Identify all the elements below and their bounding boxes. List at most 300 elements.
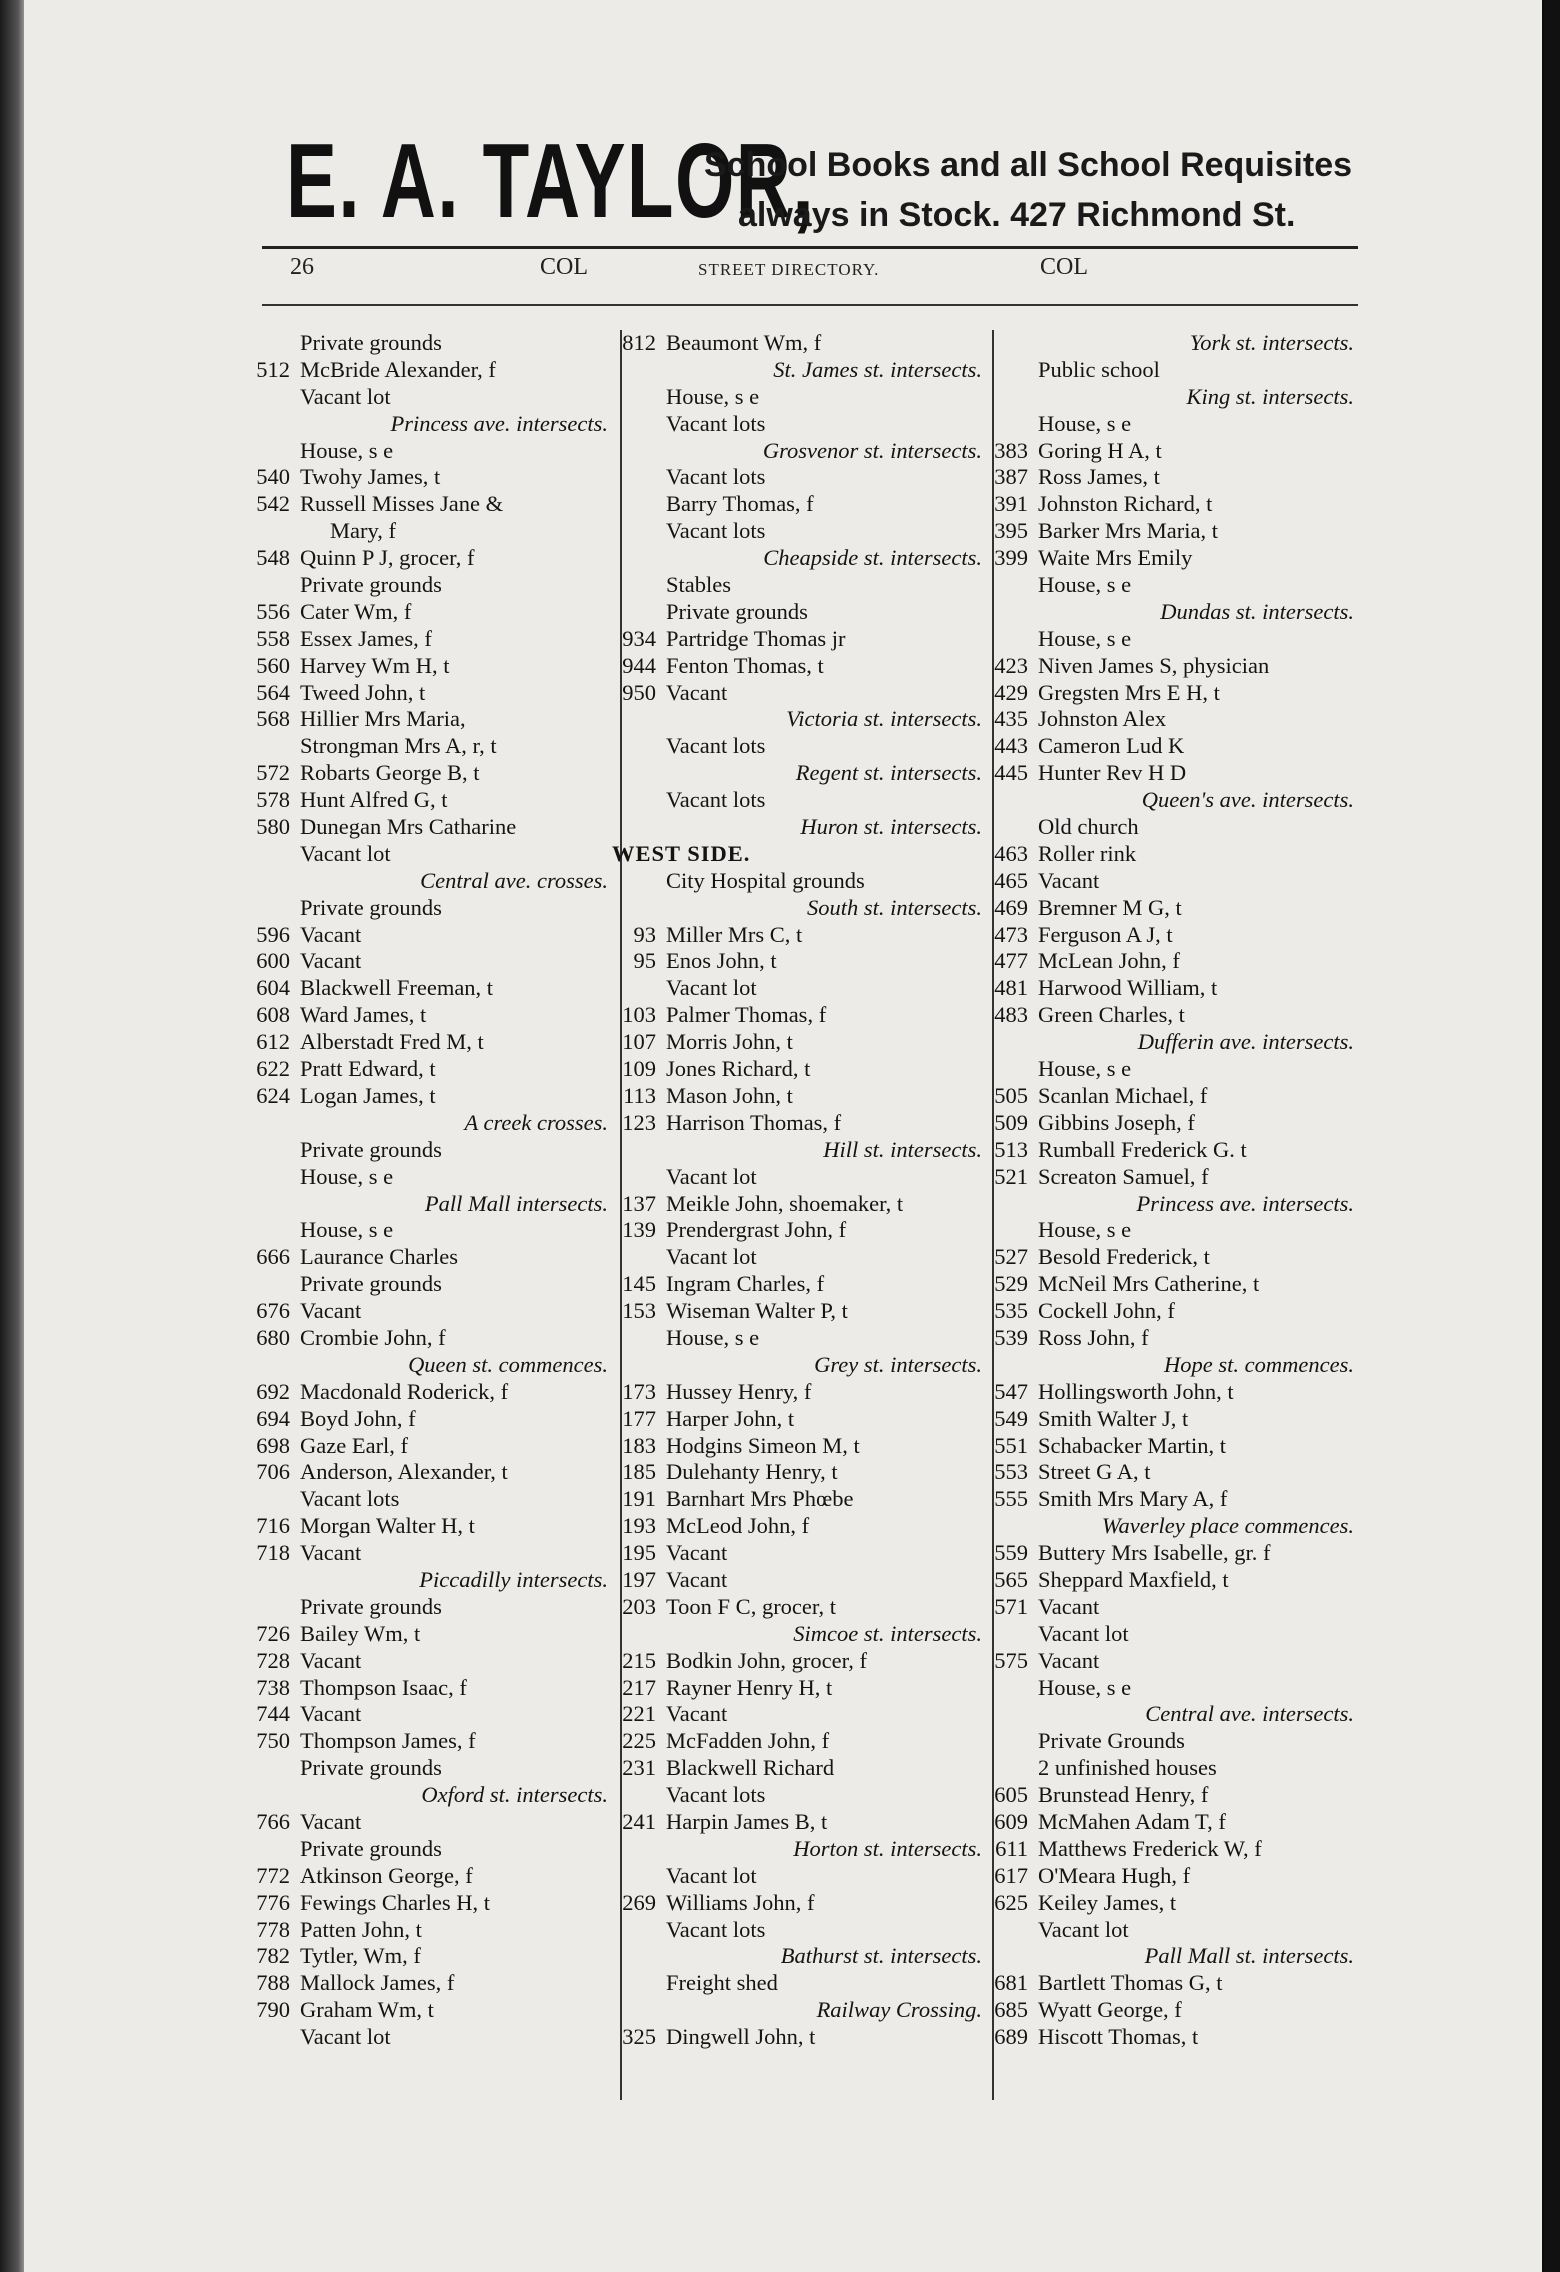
house-number: 481	[994, 975, 1028, 1001]
resident-name: Blackwell Richard	[666, 1755, 835, 1781]
directory-entry	[602, 1244, 988, 1271]
house-number: 782	[256, 1943, 290, 1969]
resident-name: Vacant	[300, 1701, 362, 1727]
directory-entry	[236, 384, 614, 411]
directory-entry	[974, 1917, 1360, 1944]
house-number: 505	[994, 1082, 1028, 1108]
property-note: Private grounds	[300, 1835, 442, 1861]
resident-name: Blackwell Freeman, t	[300, 975, 494, 1001]
directory-entry	[236, 1029, 614, 1056]
cross-street-note: Bathurst st. intersects.	[780, 1943, 982, 1969]
header-bottom-rule	[262, 304, 1358, 306]
directory-entry	[974, 1352, 1360, 1379]
directory-entry	[974, 1244, 1360, 1271]
directory-entry	[974, 357, 1360, 384]
directory-entry	[602, 1459, 988, 1486]
cross-street-note: Pall Mall st. intersects.	[1144, 1943, 1354, 1969]
directory-entry	[974, 518, 1360, 545]
directory-entry	[974, 760, 1360, 787]
directory-entry	[236, 1110, 614, 1137]
directory-entry	[974, 384, 1360, 411]
property-note: Stables	[666, 572, 731, 598]
directory-entry	[236, 1836, 614, 1863]
directory-entry	[602, 653, 988, 680]
resident-name: Cockell John, f	[1038, 1298, 1175, 1324]
directory-entry	[974, 1997, 1360, 2024]
directory-entry	[236, 1325, 614, 1352]
house-number: 617	[994, 1862, 1028, 1888]
house-number: 193	[622, 1513, 656, 1539]
directory-entry	[974, 1567, 1360, 1594]
resident-name: Goring H A, t	[1038, 437, 1162, 463]
directory-entry	[236, 1217, 614, 1244]
resident-name: Gaze Earl, f	[300, 1432, 409, 1458]
property-note: House, s e	[666, 383, 760, 409]
house-number: 568	[256, 706, 290, 732]
property-note: Vacant lot	[300, 840, 391, 866]
house-number: 625	[994, 1889, 1028, 1915]
directory-entry	[236, 1567, 614, 1594]
directory-entry	[236, 1755, 614, 1782]
house-number: 325	[622, 2024, 656, 2050]
directory-entry	[602, 975, 988, 1002]
directory-entry	[602, 1675, 988, 1702]
house-number: 241	[622, 1808, 656, 1834]
cross-street-note: Grey st. intersects.	[814, 1351, 982, 1377]
directory-entry	[974, 438, 1360, 465]
directory-entry	[602, 1997, 988, 2024]
resident-name: Laurance Charles	[300, 1244, 459, 1270]
house-number: 950	[622, 679, 656, 705]
directory-entry	[236, 357, 614, 384]
cross-street-note: Queen's ave. intersects.	[1141, 787, 1354, 813]
directory-entry	[974, 1459, 1360, 1486]
directory-entry	[602, 1890, 988, 1917]
house-number: 391	[994, 491, 1028, 517]
resident-name: Mason John, t	[666, 1082, 793, 1108]
house-number: 553	[994, 1459, 1028, 1485]
resident-name: Palmer Thomas, f	[666, 1002, 827, 1028]
resident-name: Macdonald Roderick, f	[300, 1378, 509, 1404]
directory-entry	[236, 975, 614, 1002]
directory-entry	[974, 411, 1360, 438]
resident-name: Ward James, t	[300, 1002, 427, 1028]
resident-name: Harpin James B, t	[666, 1808, 828, 1834]
directory-entry	[974, 1809, 1360, 1836]
directory-entry	[602, 1486, 988, 1513]
resident-name: Anderson, Alexander, t	[300, 1459, 508, 1485]
property-note: House, s e	[666, 1324, 760, 1350]
directory-entry	[602, 1137, 988, 1164]
house-number: 685	[994, 1997, 1028, 2023]
resident-name: Graham Wm, t	[300, 1997, 434, 2023]
directory-entry	[602, 948, 988, 975]
directory-entry	[236, 1621, 614, 1648]
resident-name: Jones Richard, t	[666, 1056, 811, 1082]
header-right-abbrev: COL	[1040, 254, 1088, 280]
directory-entry	[236, 1594, 614, 1621]
house-number: 203	[622, 1593, 656, 1619]
resident-name: Meikle John, shoemaker, t	[666, 1190, 904, 1216]
directory-entry	[974, 1406, 1360, 1433]
directory-entry	[974, 948, 1360, 975]
directory-entry	[236, 1809, 614, 1836]
house-number: 540	[256, 464, 290, 490]
resident-name: Dulehanty Henry, t	[666, 1459, 838, 1485]
directory-entry	[236, 1540, 614, 1567]
house-number: 443	[994, 733, 1028, 759]
resident-name: McLean John, f	[1038, 948, 1180, 974]
resident-name: Barker Mrs Maria, t	[1038, 518, 1218, 544]
directory-entry	[974, 330, 1360, 357]
house-number: 463	[994, 840, 1028, 866]
house-number: 483	[994, 1002, 1028, 1028]
house-number: 535	[994, 1298, 1028, 1324]
property-note: Public school	[1038, 356, 1160, 382]
directory-entry	[602, 1567, 988, 1594]
directory-entry	[602, 330, 988, 357]
resident-name: Street G A, t	[1038, 1459, 1151, 1485]
directory-entry	[236, 1406, 614, 1433]
cross-street-note: St. James st. intersects.	[773, 356, 982, 382]
resident-name: Vacant	[666, 1540, 728, 1566]
section-heading: WEST SIDE.	[612, 840, 751, 866]
directory-entry	[236, 1997, 614, 2024]
house-number: 185	[622, 1459, 656, 1485]
directory-entry	[974, 922, 1360, 949]
resident-name: Niven James S, physician	[1038, 652, 1270, 678]
resident-name: Dunegan Mrs Catharine	[300, 814, 517, 840]
directory-entry	[236, 1943, 614, 1970]
directory-entry	[236, 1675, 614, 1702]
resident-name: Vacant	[1038, 867, 1100, 893]
cross-street-note: Grosvenor st. intersects.	[762, 437, 982, 463]
resident-name: Essex James, f	[300, 625, 432, 651]
cross-street-note: Hill st. intersects.	[823, 1136, 982, 1162]
property-note: Vacant lot	[666, 1244, 757, 1270]
resident-name: Vacant	[300, 1808, 362, 1834]
directory-entry	[602, 384, 988, 411]
directory-entry	[602, 491, 988, 518]
resident-name: Keiley James, t	[1038, 1889, 1177, 1915]
directory-entry	[236, 518, 614, 545]
directory-entry	[602, 733, 988, 760]
directory-entry	[974, 1029, 1360, 1056]
directory-entry	[236, 1459, 614, 1486]
directory-entry	[236, 1298, 614, 1325]
directory-entry	[602, 787, 988, 814]
house-number: 473	[994, 921, 1028, 947]
directory-entry	[974, 599, 1360, 626]
property-note: Vacant lots	[666, 1916, 766, 1942]
directory-entry	[236, 1137, 614, 1164]
house-number: 137	[622, 1190, 656, 1216]
house-number: 556	[256, 598, 290, 624]
directory-entry	[602, 438, 988, 465]
house-number: 604	[256, 975, 290, 1001]
directory-entry	[974, 572, 1360, 599]
resident-name: Hodgins Simeon M, t	[666, 1432, 860, 1458]
property-note: Private grounds	[300, 894, 442, 920]
property-note: City Hospital grounds	[666, 867, 865, 893]
property-note: Private grounds	[666, 598, 808, 624]
resident-name: Vacant	[1038, 1593, 1100, 1619]
directory-entry	[236, 868, 614, 895]
directory-entry	[602, 680, 988, 707]
resident-name: Rumball Frederick G. t	[1038, 1136, 1247, 1162]
directory-entry	[236, 411, 614, 438]
property-note: House, s e	[300, 1163, 394, 1189]
house-number: 269	[622, 1889, 656, 1915]
directory-entry	[974, 1433, 1360, 1460]
property-note: Vacant lots	[666, 518, 766, 544]
resident-name: Dingwell John, t	[666, 2024, 816, 2050]
property-note: House, s e	[1038, 1056, 1132, 1082]
house-number: 512	[256, 356, 290, 382]
resident-name: Vacant	[666, 1701, 728, 1727]
resident-name: Quinn P J, grocer, f	[300, 545, 475, 571]
house-number: 173	[622, 1378, 656, 1404]
house-number: 560	[256, 652, 290, 678]
directory-entry	[236, 1970, 614, 1997]
house-number: 551	[994, 1432, 1028, 1458]
resident-name: Prendergrast John, f	[666, 1217, 847, 1243]
header-title: STREET DIRECTORY.	[698, 260, 880, 279]
directory-entry	[236, 1701, 614, 1728]
resident-name: McNeil Mrs Catherine, t	[1038, 1271, 1260, 1297]
property-note: Vacant lot	[300, 2024, 391, 2050]
directory-entry	[602, 1809, 988, 1836]
resident-name: Waite Mrs Emily	[1038, 545, 1193, 571]
house-number: 744	[256, 1701, 290, 1727]
house-number: 387	[994, 464, 1028, 490]
property-note: Vacant lots	[666, 733, 766, 759]
directory-entry	[236, 545, 614, 572]
directory-entry	[974, 1110, 1360, 1137]
directory-entry	[602, 1164, 988, 1191]
directory-entry	[602, 841, 988, 868]
directory-entry	[974, 841, 1360, 868]
directory-entry	[974, 1701, 1360, 1728]
resident-name: Vacant	[1038, 1647, 1100, 1673]
house-number: 934	[622, 625, 656, 651]
resident-name: Russell Misses Jane &	[300, 491, 504, 517]
resident-name: Johnston Richard, t	[1038, 491, 1213, 517]
resident-name: Bodkin John, grocer, f	[666, 1647, 867, 1673]
house-number: 93	[633, 921, 656, 947]
directory-entry	[236, 330, 614, 357]
header-left-abbrev: COL	[540, 254, 588, 280]
house-number: 513	[994, 1136, 1028, 1162]
resident-name: Harrison Thomas, f	[666, 1109, 842, 1135]
house-number: 548	[256, 545, 290, 571]
property-note: Vacant lot	[300, 383, 391, 409]
house-number: 225	[622, 1728, 656, 1754]
directory-entry	[602, 1271, 988, 1298]
directory-entry	[236, 1164, 614, 1191]
directory-entry	[602, 1352, 988, 1379]
directory-entry	[974, 1002, 1360, 1029]
directory-entry	[602, 1970, 988, 1997]
house-number: 145	[622, 1271, 656, 1297]
directory-column-2	[602, 330, 988, 2051]
directory-entry	[602, 626, 988, 653]
directory-entry	[602, 922, 988, 949]
house-number: 177	[622, 1405, 656, 1431]
directory-entry	[974, 1217, 1360, 1244]
house-number: 153	[622, 1298, 656, 1324]
property-note: Vacant lot	[666, 1163, 757, 1189]
house-number: 564	[256, 679, 290, 705]
resident-name: Logan James, t	[300, 1082, 436, 1108]
directory-entry	[602, 1594, 988, 1621]
directory-entry	[974, 1056, 1360, 1083]
resident-name: Johnston Alex	[1038, 706, 1167, 732]
house-number: 95	[633, 948, 656, 974]
property-note: House, s e	[300, 1217, 394, 1243]
header-rule	[262, 246, 1358, 249]
resident-name: Twohy James, t	[300, 464, 441, 490]
cross-street-note: Railway Crossing.	[816, 1997, 982, 2023]
house-number: 944	[622, 652, 656, 678]
directory-entry	[602, 1029, 988, 1056]
directory-entry	[602, 464, 988, 491]
house-number: 776	[256, 1889, 290, 1915]
resident-name: Hiscott Thomas, t	[1038, 2024, 1199, 2050]
cross-street-note: Simcoe st. intersects.	[793, 1620, 982, 1646]
resident-name: Screaton Samuel, f	[1038, 1163, 1209, 1189]
cross-street-note: Cheapside st. intersects.	[763, 545, 982, 571]
house-number: 698	[256, 1432, 290, 1458]
directory-entry	[602, 545, 988, 572]
directory-entry	[602, 814, 988, 841]
house-number: 383	[994, 437, 1028, 463]
house-number: 123	[622, 1109, 656, 1135]
resident-name: McLeod John, f	[666, 1513, 810, 1539]
resident-name: Fenton Thomas, t	[666, 652, 824, 678]
property-note: Mary, f	[330, 518, 397, 544]
directory-entry	[602, 706, 988, 733]
directory-entry	[974, 545, 1360, 572]
directory-entry	[602, 1836, 988, 1863]
house-number: 608	[256, 1002, 290, 1028]
house-number: 558	[256, 625, 290, 651]
resident-name: Morgan Walter H, t	[300, 1513, 475, 1539]
resident-name: Matthews Frederick W, f	[1038, 1835, 1262, 1861]
property-note: Vacant lots	[666, 410, 766, 436]
resident-name: Robarts George B, t	[300, 760, 480, 786]
cross-street-note: Oxford st. intersects.	[421, 1782, 608, 1808]
property-note: Private grounds	[300, 1755, 442, 1781]
directory-entry	[236, 680, 614, 707]
directory-entry	[974, 1379, 1360, 1406]
directory-entry	[236, 599, 614, 626]
property-note: Vacant lots	[300, 1486, 400, 1512]
directory-entry	[974, 491, 1360, 518]
directory-entry	[602, 2024, 988, 2051]
directory-entry	[236, 1056, 614, 1083]
resident-name: Atkinson George, f	[300, 1862, 473, 1888]
property-note: Vacant lot	[1038, 1916, 1129, 1942]
resident-name: Vacant	[300, 921, 362, 947]
house-number: 539	[994, 1324, 1028, 1350]
house-number: 666	[256, 1244, 290, 1270]
directory-entry	[236, 626, 614, 653]
directory-entry	[974, 1486, 1360, 1513]
cross-street-note: South st. intersects.	[807, 894, 982, 920]
house-number: 692	[256, 1378, 290, 1404]
directory-entry	[602, 1298, 988, 1325]
resident-name: Partridge Thomas jr	[666, 625, 846, 651]
house-number: 716	[256, 1513, 290, 1539]
house-number: 139	[622, 1217, 656, 1243]
resident-name: Cameron Lud K	[1038, 733, 1185, 759]
advertisement-banner	[286, 122, 1426, 248]
directory-entry	[236, 1863, 614, 1890]
directory-column-3	[974, 330, 1360, 2051]
directory-entry	[602, 1863, 988, 1890]
resident-name: Bartlett Thomas G, t	[1038, 1970, 1223, 1996]
resident-name: Toon F C, grocer, t	[666, 1593, 837, 1619]
house-number: 596	[256, 921, 290, 947]
property-note: Vacant lot	[666, 975, 757, 1001]
directory-entry	[974, 1728, 1360, 1755]
advertisement-line-2: always in Stock. 427 Richmond St.	[738, 196, 1296, 234]
resident-name: Hillier Mrs Maria,	[300, 706, 466, 732]
directory-entry	[602, 1540, 988, 1567]
resident-name: Wiseman Walter P, t	[666, 1298, 848, 1324]
directory-entry	[974, 626, 1360, 653]
directory-entry	[602, 1648, 988, 1675]
directory-entry	[236, 895, 614, 922]
property-note: Vacant lot	[666, 1862, 757, 1888]
property-note: House, s e	[1038, 410, 1132, 436]
resident-name: Hunt Alfred G, t	[300, 787, 448, 813]
property-note: House, s e	[1038, 1674, 1132, 1700]
resident-name: Alberstadt Fred M, t	[300, 1029, 484, 1055]
directory-entry	[236, 1002, 614, 1029]
house-number: 738	[256, 1674, 290, 1700]
directory-entry	[974, 1755, 1360, 1782]
house-number: 766	[256, 1808, 290, 1834]
resident-name: Ingram Charles, f	[666, 1271, 825, 1297]
house-number: 572	[256, 760, 290, 786]
directory-entry	[602, 1191, 988, 1218]
property-note: Freight shed	[666, 1970, 778, 1996]
house-number: 680	[256, 1324, 290, 1350]
resident-name: Thompson Isaac, f	[300, 1674, 467, 1700]
house-number: 605	[994, 1782, 1028, 1808]
directory-entry	[602, 1728, 988, 1755]
property-note: Private grounds	[300, 572, 442, 598]
house-number: 681	[994, 1970, 1028, 1996]
resident-name: Fewings Charles H, t	[300, 1889, 490, 1915]
resident-name: O'Meara Hugh, f	[1038, 1862, 1191, 1888]
house-number: 521	[994, 1163, 1028, 1189]
directory-entry	[236, 653, 614, 680]
house-number: 676	[256, 1298, 290, 1324]
cross-street-note: Central ave. intersects.	[1145, 1701, 1354, 1727]
resident-name: Sheppard Maxfield, t	[1038, 1566, 1229, 1592]
directory-entry	[236, 814, 614, 841]
directory-entry	[236, 760, 614, 787]
resident-name: Roller rink	[1038, 840, 1137, 866]
directory-entry	[974, 1164, 1360, 1191]
directory-entry	[974, 895, 1360, 922]
directory-entry	[236, 922, 614, 949]
house-number: 221	[622, 1701, 656, 1727]
directory-entry	[236, 1728, 614, 1755]
